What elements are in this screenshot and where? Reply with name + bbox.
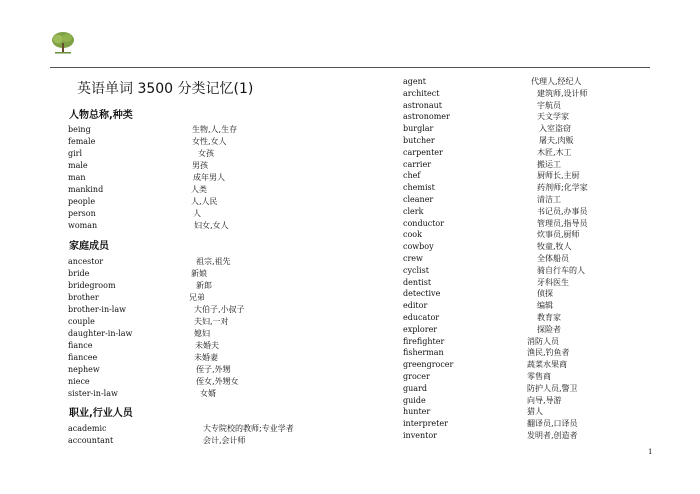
- english-word: interpreter: [403, 419, 448, 429]
- english-word: carrier: [403, 159, 432, 169]
- english-word: man: [68, 173, 86, 182]
- english-word: astronaut: [403, 100, 443, 110]
- english-word: accountant: [68, 436, 114, 445]
- chinese-meaning: 入室盗窃: [539, 124, 571, 134]
- english-word: academic: [68, 424, 107, 433]
- chinese-meaning: 新娘: [191, 269, 207, 278]
- english-word: cyclist: [403, 265, 429, 275]
- english-word: fiancee: [68, 353, 98, 362]
- chinese-meaning: 兄弟: [189, 293, 205, 302]
- chinese-meaning: 新郎: [196, 281, 212, 290]
- chinese-meaning: 厨师长,主厨: [537, 171, 580, 181]
- english-word: cook: [403, 230, 422, 240]
- chinese-meaning: 牙科医生: [537, 277, 569, 287]
- tree-logo-icon: [50, 30, 76, 56]
- english-word: couple: [68, 317, 95, 326]
- english-word: niece: [68, 377, 90, 386]
- chinese-meaning: 搬运工: [537, 159, 561, 169]
- chinese-meaning: 夫妇,一对: [194, 317, 229, 326]
- chinese-meaning: 管理员,指导员: [537, 218, 588, 228]
- english-word: sister-in-law: [68, 389, 118, 398]
- english-word: dentist: [403, 277, 432, 287]
- english-word: woman: [68, 221, 98, 230]
- chinese-meaning: 未婚妻: [194, 353, 218, 362]
- english-word: chemist: [403, 183, 435, 193]
- english-word: male: [68, 161, 88, 170]
- chinese-meaning: 侄女,外甥女: [196, 377, 239, 386]
- chinese-meaning: 会计,会计师: [203, 436, 246, 445]
- english-word: mankind: [68, 185, 104, 194]
- chinese-meaning: 骑自行车的人: [537, 265, 585, 275]
- chinese-meaning: 渔民,钓鱼者: [527, 348, 570, 358]
- chinese-meaning: 探险者: [537, 324, 561, 334]
- chinese-meaning: 零售商: [527, 372, 551, 381]
- section-heading-people: 人物总称,种类: [69, 110, 133, 121]
- section-heading-family: 家庭成员: [69, 241, 109, 252]
- page-title: 英语单词 3500 分类记忆(1): [77, 81, 254, 97]
- chinese-meaning: 男孩: [192, 161, 208, 170]
- english-word: female: [68, 137, 96, 146]
- english-word: greengrocer: [403, 360, 454, 370]
- chinese-meaning: 成年男人: [193, 173, 225, 182]
- chinese-meaning: 牧童,牧人: [537, 242, 572, 252]
- chinese-meaning: 猎人: [527, 407, 543, 417]
- chinese-meaning: 女婿: [200, 389, 216, 398]
- english-word: girl: [68, 149, 83, 158]
- chinese-meaning: 翻译员,口译员: [527, 419, 578, 429]
- chinese-meaning: 书记员,办事员: [537, 206, 588, 216]
- chinese-meaning: 药剂师;化学家: [537, 183, 588, 193]
- english-word: crew: [403, 254, 423, 263]
- english-word: nephew: [68, 365, 100, 374]
- english-word: hunter: [403, 407, 431, 417]
- english-word: bridegroom: [68, 281, 116, 290]
- english-word: being: [68, 125, 91, 134]
- chinese-meaning: 木匠,木工: [537, 147, 572, 157]
- chinese-meaning: 人,人民: [191, 197, 218, 206]
- english-word: grocer: [403, 372, 430, 381]
- english-word: guard: [403, 383, 427, 393]
- section-heading-occupations: 职业,行业人员: [69, 408, 133, 419]
- english-word: burglar: [403, 124, 434, 134]
- chinese-meaning: 屠夫,肉贩: [539, 136, 574, 145]
- chinese-meaning: 教育家: [537, 313, 561, 322]
- english-word: firefighter: [403, 336, 445, 346]
- english-word: person: [68, 209, 96, 218]
- chinese-meaning: 人类: [191, 185, 207, 194]
- english-word: editor: [403, 301, 428, 311]
- english-word: chef: [403, 171, 421, 181]
- chinese-meaning: 代理人,经纪人: [531, 77, 582, 86]
- page-number: 1: [648, 448, 653, 456]
- english-word: clerk: [403, 206, 424, 216]
- english-word: astronomer: [403, 112, 450, 122]
- english-word: detective: [403, 289, 441, 299]
- english-word: architect: [403, 88, 440, 98]
- english-word: people: [68, 197, 96, 206]
- english-word: inventor: [403, 431, 437, 440]
- header-rule: [50, 67, 650, 68]
- chinese-meaning: 祖宗,祖先: [196, 257, 231, 266]
- chinese-meaning: 消防人员: [527, 336, 559, 346]
- chinese-meaning: 炊事员,厨师: [537, 230, 580, 240]
- english-word: fiance: [68, 341, 93, 350]
- chinese-meaning: 大伯子,小叔子: [194, 305, 245, 314]
- chinese-meaning: 建筑师,设计师: [537, 88, 588, 98]
- chinese-meaning: 妇女,女人: [194, 221, 229, 230]
- english-word: brother: [68, 293, 99, 302]
- chinese-meaning: 防护人员,警卫: [527, 383, 578, 393]
- english-word: conductor: [403, 218, 445, 228]
- chinese-meaning: 女孩: [198, 149, 214, 158]
- english-word: butcher: [403, 136, 435, 145]
- chinese-meaning: 向导,导游: [527, 395, 562, 405]
- chinese-meaning: 天文学家: [537, 112, 569, 122]
- chinese-meaning: 女性,女人: [192, 137, 227, 146]
- english-word: agent: [403, 77, 426, 86]
- english-word: cleaner: [403, 195, 434, 204]
- chinese-meaning: 媳妇: [194, 329, 210, 338]
- chinese-meaning: 人: [193, 209, 201, 218]
- chinese-meaning: 清洁工: [537, 195, 561, 204]
- english-word: guide: [403, 395, 426, 405]
- english-word: ancestor: [68, 257, 104, 266]
- chinese-meaning: 发明者,创造者: [527, 431, 578, 440]
- english-word: explorer: [403, 324, 438, 334]
- english-word: carpenter: [403, 147, 443, 157]
- english-word: daughter-in-law: [68, 329, 133, 338]
- chinese-meaning: 编辑: [537, 301, 553, 311]
- chinese-meaning: 大专院校的教师;专业学者: [203, 424, 294, 433]
- english-word: bride: [68, 269, 90, 278]
- chinese-meaning: 全体船员: [537, 254, 569, 263]
- english-word: fisherman: [403, 348, 444, 358]
- chinese-meaning: 蔬菜水果商: [527, 360, 567, 370]
- english-word: cowboy: [403, 242, 434, 252]
- chinese-meaning: 宇航员: [537, 100, 561, 110]
- chinese-meaning: 侦探: [537, 289, 553, 299]
- english-word: brother-in-law: [68, 305, 126, 314]
- chinese-meaning: 侄子,外甥: [196, 365, 231, 374]
- chinese-meaning: 生物,人,生存: [192, 125, 238, 134]
- english-word: educator: [403, 313, 440, 322]
- chinese-meaning: 未婚夫: [195, 341, 219, 350]
